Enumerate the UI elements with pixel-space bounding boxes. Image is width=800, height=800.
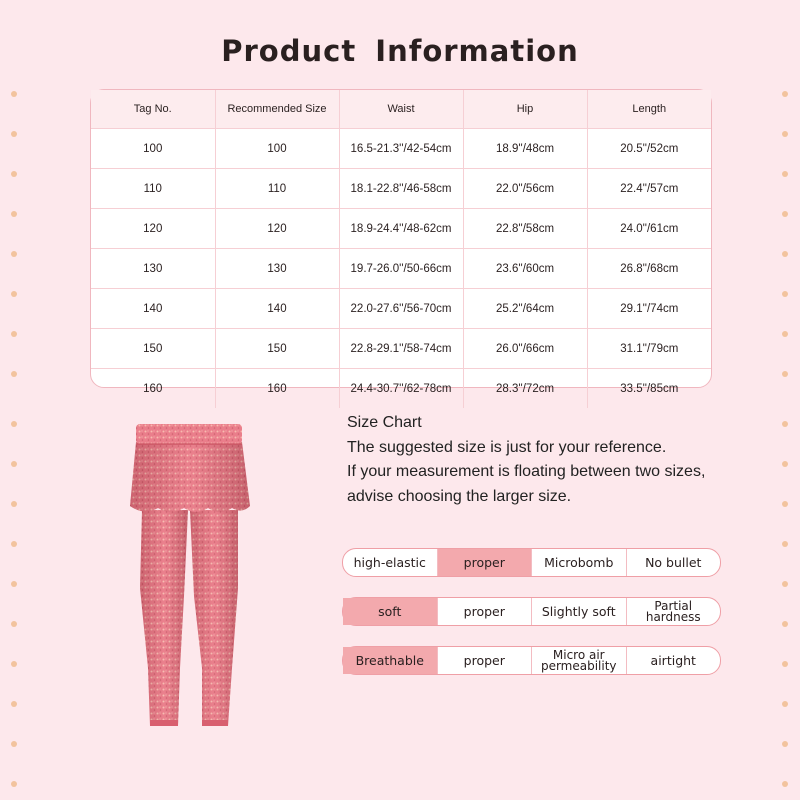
- feature-cell-selected: soft: [343, 598, 438, 625]
- header-recommended-size: Recommended Size: [215, 90, 339, 129]
- cell-hip: 18.9''/48cm: [463, 129, 587, 169]
- feature-bar-elasticity: [342, 548, 721, 577]
- feature-cell-selected: proper: [438, 549, 533, 576]
- header-tag-no: Tag No.: [91, 90, 215, 129]
- cell-hip: 25.2''/64cm: [463, 289, 587, 329]
- cell-length: 31.1''/79cm: [587, 329, 711, 369]
- feature-cell-selected: Breathable: [343, 647, 438, 674]
- cell-tag: 140: [91, 289, 215, 329]
- table-header-row: [91, 90, 711, 129]
- feature-cell: No bullet: [645, 555, 702, 570]
- feature-bar-softness: [342, 597, 721, 626]
- feature-cell: proper: [438, 598, 533, 625]
- feature-cell: Microbomb: [532, 549, 627, 576]
- table-row: [91, 289, 711, 329]
- table-row: [91, 209, 711, 249]
- product-image-skirt-leggings: [120, 418, 260, 733]
- feature-cell: high-elastic: [343, 549, 438, 576]
- cell-waist: 18.9-24.4''/48-62cm: [339, 209, 463, 249]
- cell-hip: 22.8''/58cm: [463, 209, 587, 249]
- cell-tag: 130: [91, 249, 215, 289]
- cell-tag: 160: [91, 369, 215, 409]
- cell-size: 140: [215, 289, 339, 329]
- size-chart-description: [347, 411, 767, 509]
- table-row: [91, 369, 711, 409]
- feature-cell: proper: [438, 647, 533, 674]
- cell-size: 130: [215, 249, 339, 289]
- cell-length: 24.0''/61cm: [587, 209, 711, 249]
- cell-length: 22.4''/57cm: [587, 169, 711, 209]
- cell-hip: 23.6''/60cm: [463, 249, 587, 289]
- cell-waist: 16.5-21.3''/42-54cm: [339, 129, 463, 169]
- table-row: [91, 129, 711, 169]
- description-heading: Size Chart: [347, 414, 422, 431]
- cell-length: 26.8''/68cm: [587, 249, 711, 289]
- cell-tag: 110: [91, 169, 215, 209]
- header-hip: Hip: [463, 90, 587, 129]
- table-row: [91, 329, 711, 369]
- description-line: advise choosing the larger size.: [347, 487, 572, 505]
- cell-length: 33.5''/85cm: [620, 382, 679, 395]
- table-row: [91, 169, 711, 209]
- cell-tag: 120: [91, 209, 215, 249]
- cell-size: 120: [215, 209, 339, 249]
- cell-length: 29.1''/74cm: [587, 289, 711, 329]
- feature-cell: Micro air permeability: [532, 647, 627, 674]
- cell-size: 150: [215, 329, 339, 369]
- description-line: The suggested size is just for your reference.: [347, 438, 667, 456]
- cell-tag: 150: [91, 329, 215, 369]
- feature-cell: airtight: [650, 653, 696, 668]
- page-title: Product Information: [221, 34, 579, 68]
- header-length: Length: [587, 90, 711, 129]
- cell-hip: 26.0''/66cm: [463, 329, 587, 369]
- cell-waist: 24.4-30.7''/62-78cm: [339, 369, 463, 409]
- cell-size: 110: [215, 169, 339, 209]
- cell-hip: 22.0''/56cm: [463, 169, 587, 209]
- cell-tag: 100: [91, 129, 215, 169]
- table-row: [91, 249, 711, 289]
- header-waist: Waist: [339, 90, 463, 129]
- feature-cell: Slightly soft: [532, 598, 627, 625]
- cell-waist: 18.1-22.8''/46-58cm: [339, 169, 463, 209]
- size-table: [90, 89, 712, 395]
- cell-length: 20.5''/52cm: [587, 129, 711, 169]
- cell-hip: 28.3''/72cm: [463, 369, 587, 409]
- cell-size: 100: [215, 129, 339, 169]
- feature-cell: Partial hardness: [645, 598, 701, 624]
- cell-waist: 22.0-27.6''/56-70cm: [339, 289, 463, 329]
- feature-bar-breathability: [342, 646, 721, 675]
- description-line: If your measurement is floating between two sizes,: [347, 463, 706, 480]
- cell-size: 160: [215, 369, 339, 409]
- cell-waist: 19.7-26.0''/50-66cm: [339, 249, 463, 289]
- cell-waist: 22.8-29.1''/58-74cm: [339, 329, 463, 369]
